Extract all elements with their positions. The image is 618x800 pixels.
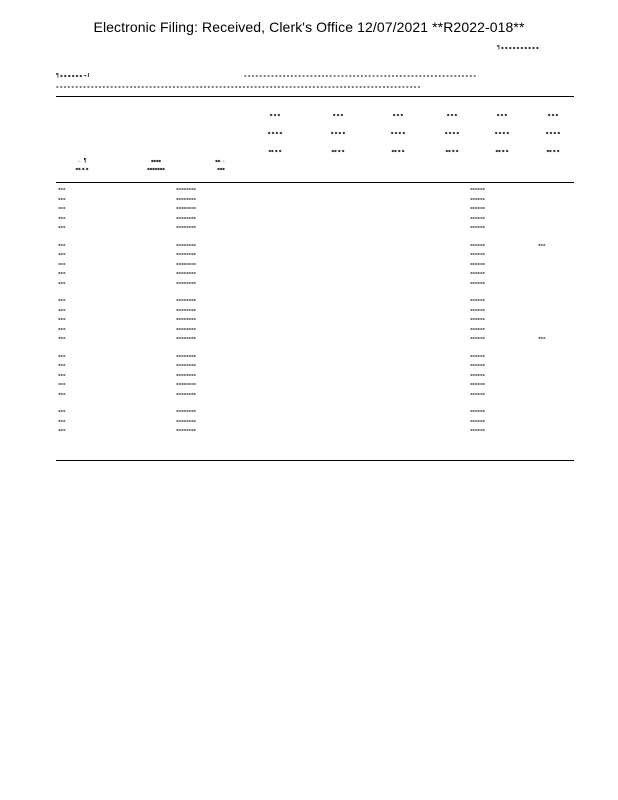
table-cell-c1: ⁎⁎⁎ <box>58 325 66 332</box>
column-header-8-line2: ⁎ ⁎ ⁎ ⁎ <box>494 130 510 136</box>
table-cell-c3: ⁎⁎⁎⁎⁎⁎⁎⁎ <box>176 205 196 211</box>
table-cell-c3: ⁎⁎⁎⁎⁎⁎⁎⁎ <box>176 390 196 397</box>
table-cell-c8: ⁎⁎⁎⁎⁎⁎ <box>470 381 485 387</box>
column-header-6-line2: ⁎ ⁎ ⁎ ⁎ <box>390 130 406 136</box>
table-cell-c3: ⁎⁎⁎⁎⁎⁎⁎⁎ <box>176 417 196 424</box>
table-cell-c1: ⁎⁎⁎ <box>58 381 66 387</box>
table-cell-c1: ⁎⁎⁎ <box>58 270 66 276</box>
column-header-9-line2: ⁎ ⁎ ⁎ ⁎ <box>545 130 561 136</box>
table-cell-c8: ⁎⁎⁎⁎⁎⁎ <box>470 241 485 248</box>
table-cell-c8: ⁎⁎⁎⁎⁎⁎ <box>470 306 485 313</box>
column-header-8-line1: ⁎ ⁎ ⁎ <box>496 112 508 118</box>
table-cell-c3: ⁎⁎⁎⁎⁎⁎⁎⁎ <box>176 195 196 202</box>
table-cell-c8: ⁎⁎⁎⁎⁎⁎ <box>470 214 485 221</box>
table-cell-c3: ⁎⁎⁎⁎⁎⁎⁎⁎ <box>176 352 196 359</box>
table-cell-c3: ⁎⁎⁎⁎⁎⁎⁎⁎ <box>176 260 196 267</box>
table-cell-c8: ⁎⁎⁎⁎⁎⁎ <box>470 417 485 424</box>
section-label: ¶ ⁎ ⁎ ⁎ ⁎ ⁎ ⁎ ¬ I <box>56 73 90 79</box>
table-cell-c9: ⁎⁎⁎ <box>538 335 546 341</box>
table-cell-c3: ⁎⁎⁎⁎⁎⁎⁎⁎ <box>176 362 196 368</box>
table-cell-c3: ⁎⁎⁎⁎⁎⁎⁎⁎ <box>176 279 196 286</box>
table-cell-c3: ⁎⁎⁎⁎⁎⁎⁎⁎ <box>176 427 196 433</box>
table-cell-c1: ⁎⁎⁎ <box>58 408 66 414</box>
table-cell-c8: ⁎⁎⁎⁎⁎⁎ <box>470 279 485 286</box>
table-cell-c1: ⁎⁎⁎ <box>58 260 66 267</box>
column-header-5-line2: ⁎ ⁎ ⁎ ⁎ <box>330 130 346 136</box>
column-header-9-line3: ⁎⁎ ⁎ ⁎ <box>546 148 560 154</box>
table-cell-c1: ⁎⁎⁎ <box>58 316 66 322</box>
table-cell-c8: ⁎⁎⁎⁎⁎⁎ <box>470 325 485 332</box>
column-header-7-line2: ⁎ ⁎ ⁎ ⁎ <box>444 130 460 136</box>
table-cell-c1: ⁎⁎⁎ <box>58 335 66 341</box>
table-cell-c3: ⁎⁎⁎⁎⁎⁎⁎⁎ <box>176 371 196 378</box>
table-cell-c3: ⁎⁎⁎⁎⁎⁎⁎⁎ <box>176 224 196 230</box>
table-cell-c3: ⁎⁎⁎⁎⁎⁎⁎⁎ <box>176 325 196 332</box>
section-text: ⁎ ⁎ ⁎ ⁎ ⁎ ⁎ ⁎ ⁎ ⁎ ⁎ ⁎ ⁎ ⁎ ⁎ ⁎ ⁎ ⁎ ⁎ ⁎ ⁎ ⁎ ⁎ ⁎ ⁎ ⁎ ⁎ ⁎ ⁎ ⁎ ⁎ ⁎ ⁎ ⁎ ⁎ ⁎ ⁎ ⁎ ⁎ ⁎ ⁎ ⁎ ⁎ ⁎ ⁎ ⁎ ⁎ ⁎ ⁎ ⁎ ⁎ ⁎ ⁎ ⁎ ⁎ ⁎ ⁎ ⁎ ⁎ ⁎ ⁎ <box>244 73 476 79</box>
column-header-2-line3: ⁎⁎⁎⁎⁎⁎⁎ <box>147 166 165 172</box>
table-cell-c3: ⁎⁎⁎⁎⁎⁎⁎⁎ <box>176 335 196 341</box>
table-cell-c8: ⁎⁎⁎⁎⁎⁎ <box>470 260 485 267</box>
table-cell-c1: ⁎⁎⁎ <box>58 224 66 230</box>
table-cell-c1: ⁎⁎⁎ <box>58 352 66 359</box>
column-header-9-line1: ⁎ ⁎ ⁎ <box>547 112 559 118</box>
table-header-rule <box>56 182 574 183</box>
table-cell-c3: ⁎⁎⁎⁎⁎⁎⁎⁎ <box>176 241 196 248</box>
table-cell-c8: ⁎⁎⁎⁎⁎⁎ <box>470 408 485 414</box>
column-header-4-line1: ⁎ ⁎ ⁎ <box>269 112 281 118</box>
table-cell-c8: ⁎⁎⁎⁎⁎⁎ <box>470 251 485 257</box>
table-cell-c8: ⁎⁎⁎⁎⁎⁎ <box>470 297 485 303</box>
table-cell-c1: ⁎⁎⁎ <box>58 427 66 433</box>
column-header-7-line3: ⁎⁎ ⁎ ⁎ <box>445 148 459 154</box>
table-cell-c1: ⁎⁎⁎ <box>58 362 66 368</box>
table-cell-c1: ⁎⁎⁎ <box>58 251 66 257</box>
table-cell-c8: ⁎⁎⁎⁎⁎⁎ <box>470 390 485 397</box>
column-header-1-line3: ⁎⁎ ⁎ ⁎ <box>75 166 89 172</box>
page-code: ¶ ⁎ ⁎ ⁎ ⁎ ⁎ ⁎ ⁎ ⁎ ⁎ ⁎ <box>497 45 539 51</box>
table-cell-c8: ⁎⁎⁎⁎⁎⁎ <box>470 427 485 433</box>
table-cell-c3: ⁎⁎⁎⁎⁎⁎⁎⁎ <box>176 186 196 192</box>
table-cell-c1: ⁎⁎⁎ <box>58 390 66 397</box>
table-bottom-rule <box>56 460 574 461</box>
column-header-5-line1: ⁎ ⁎ ⁎ <box>332 112 344 118</box>
table-cell-c3: ⁎⁎⁎⁎⁎⁎⁎⁎ <box>176 297 196 303</box>
table-cell-c1: ⁎⁎⁎ <box>58 205 66 211</box>
column-header-4-line3: ⁎⁎ ⁎ ⁎ <box>268 148 282 154</box>
table-cell-c8: ⁎⁎⁎⁎⁎⁎ <box>470 316 485 322</box>
table-cell-c1: ⁎⁎⁎ <box>58 297 66 303</box>
table-cell-c3: ⁎⁎⁎⁎⁎⁎⁎⁎ <box>176 381 196 387</box>
table-cell-c3: ⁎⁎⁎⁎⁎⁎⁎⁎ <box>176 251 196 257</box>
table-cell-c1: ⁎⁎⁎ <box>58 186 66 192</box>
column-header-1-line2: ← ¶ <box>77 158 87 164</box>
table-top-rule <box>56 96 574 97</box>
table-cell-c8: ⁎⁎⁎⁎⁎⁎ <box>470 270 485 276</box>
table-cell-c1: ⁎⁎⁎ <box>58 306 66 313</box>
table-cell-c1: ⁎⁎⁎ <box>58 417 66 424</box>
section-heading <box>56 73 618 79</box>
intro-text: ⁎ ⁎ ⁎ ⁎ ⁎ ⁎ ⁎ ⁎ ⁎ ⁎ ⁎ ⁎ ⁎ ⁎ ⁎ ⁎ ⁎ ⁎ ⁎ ⁎ ⁎ ⁎ ⁎ ⁎ ⁎ ⁎ ⁎ ⁎ ⁎ ⁎ ⁎ ⁎ ⁎ ⁎ ⁎ ⁎ ⁎ ⁎ ⁎ ⁎ ⁎ ⁎ ⁎ ⁎ ⁎ ⁎ ⁎ ⁎ ⁎ ⁎ ⁎ ⁎ ⁎ ⁎ ⁎ ⁎ ⁎ ⁎ ⁎ ⁎ ⁎ ⁎ ⁎ ⁎ ⁎ ⁎ ⁎ ⁎ ⁎ ⁎ ⁎ ⁎ ⁎ ⁎ ⁎ ⁎ ⁎ ⁎ ⁎ ⁎ ⁎ ⁎ ⁎ ⁎ ⁎ ⁎ ⁎ ⁎ ⁎ ⁎ ⁎ ⁎ ⁎ ⁎ <box>56 84 421 90</box>
table-cell-c8: ⁎⁎⁎⁎⁎⁎ <box>470 195 485 202</box>
table-cell-c3: ⁎⁎⁎⁎⁎⁎⁎⁎ <box>176 408 196 414</box>
table-cell-c8: ⁎⁎⁎⁎⁎⁎ <box>470 186 485 192</box>
column-header-2-line2: ⁎⁎⁎⁎ <box>151 158 161 164</box>
table-cell-c1: ⁎⁎⁎ <box>58 214 66 221</box>
table-cell-c8: ⁎⁎⁎⁎⁎⁎ <box>470 352 485 359</box>
column-header-5-line3: ⁎⁎ ⁎ ⁎ <box>331 148 345 154</box>
table-cell-c8: ⁎⁎⁎⁎⁎⁎ <box>470 224 485 230</box>
column-header-4-line2: ⁎ ⁎ ⁎ ⁎ <box>267 130 283 136</box>
table-cell-c8: ⁎⁎⁎⁎⁎⁎ <box>470 205 485 211</box>
column-header-6-line3: ⁎⁎ ⁎ ⁎ <box>391 148 405 154</box>
table-cell-c8: ⁎⁎⁎⁎⁎⁎ <box>470 362 485 368</box>
column-header-8-line3: ⁎⁎ ⁎ ⁎ <box>495 148 509 154</box>
column-header-3-line2: ⁎⁎ ← <box>215 158 227 164</box>
column-header-7-line1: ⁎ ⁎ ⁎ <box>446 112 458 118</box>
column-header-3-line3: ⁎⁎⁎ <box>217 166 225 172</box>
table-cell-c3: ⁎⁎⁎⁎⁎⁎⁎⁎ <box>176 214 196 221</box>
column-header-6-line1: ⁎ ⁎ ⁎ <box>392 112 404 118</box>
table-cell-c3: ⁎⁎⁎⁎⁎⁎⁎⁎ <box>176 316 196 322</box>
table-cell-c9: ⁎⁎⁎ <box>538 241 546 248</box>
table-cell-c1: ⁎⁎⁎ <box>58 279 66 286</box>
table-cell-c8: ⁎⁎⁎⁎⁎⁎ <box>470 335 485 341</box>
table-cell-c1: ⁎⁎⁎ <box>58 195 66 202</box>
filing-stamp: Electronic Filing: Received, Clerk's Office 12/07/2021 **R2022-018** <box>93 19 525 35</box>
table-cell-c8: ⁎⁎⁎⁎⁎⁎ <box>470 371 485 378</box>
table-cell-c3: ⁎⁎⁎⁎⁎⁎⁎⁎ <box>176 270 196 276</box>
table-cell-c1: ⁎⁎⁎ <box>58 371 66 378</box>
table-cell-c3: ⁎⁎⁎⁎⁎⁎⁎⁎ <box>176 306 196 313</box>
table-cell-c1: ⁎⁎⁎ <box>58 241 66 248</box>
